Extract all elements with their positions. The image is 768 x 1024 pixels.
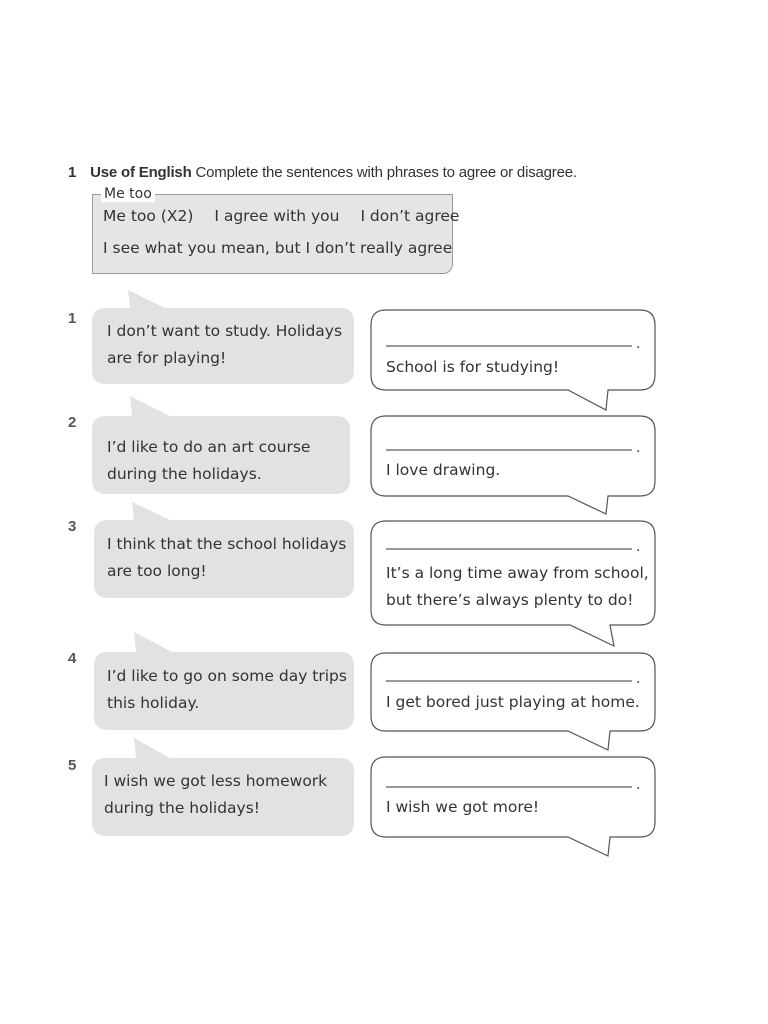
response-text-5 [386,794,539,821]
prompt-text-1 [107,318,342,372]
prompt-line: I’d like to do an art course [107,438,311,456]
prompt-text-3 [107,531,346,585]
response-text-1 [386,354,559,381]
phrase-option: Me too (X2) [103,207,194,225]
prompt-line: I don’t want to study. Holidays [107,322,343,340]
item-number-5: 5 [68,757,77,774]
blank-end-1: . [636,336,641,352]
response-line: I get bored just playing at home. [386,693,640,711]
prompt-text-2 [107,434,310,488]
exercise-number: 1 [68,164,77,181]
prompt-line: are too long! [107,562,207,580]
phrase-option: I don’t agree [360,207,460,225]
prompt-line: during the holidays! [104,799,261,817]
prompt-text-4 [107,663,347,717]
item-number-1: 1 [68,310,77,327]
item-number-2: 2 [68,414,77,431]
prompt-text-5 [104,768,327,822]
response-text-4 [386,689,640,716]
phrase-option: I see what you mean, but I don’t really agree [103,239,453,257]
blank-end-2: . [636,440,641,456]
response-line: I love drawing. [386,461,501,479]
blank-end-3: . [636,539,641,555]
response-line: School is for studying! [386,358,560,376]
prompt-line: are for playing! [107,349,227,367]
phrase-option: I agree with you [214,207,340,225]
blank-end-4: . [636,671,641,687]
item-number-3: 3 [68,518,77,535]
exercise-instruction: Complete the sentences with phrases to agree or disagree. [195,164,577,181]
blank-end-5: . [636,777,641,793]
exercise-label: Use of English [90,164,192,181]
response-line: I wish we got more! [386,798,540,816]
prompt-line: I wish we got less homework [104,772,328,790]
response-line: It’s a long time away from school, [386,564,649,582]
prompt-line: during the holidays. [107,465,262,483]
response-line: but there’s always plenty to do! [386,591,634,609]
prompt-line: I’d like to go on some day trips [107,667,347,685]
item-number-4: 4 [68,650,77,667]
prompt-line: this holiday. [107,694,200,712]
response-text-3 [386,560,649,614]
response-text-2 [386,457,500,484]
phrase-box-title: Me too [101,186,155,202]
prompt-line: I think that the school holidays [107,535,347,553]
